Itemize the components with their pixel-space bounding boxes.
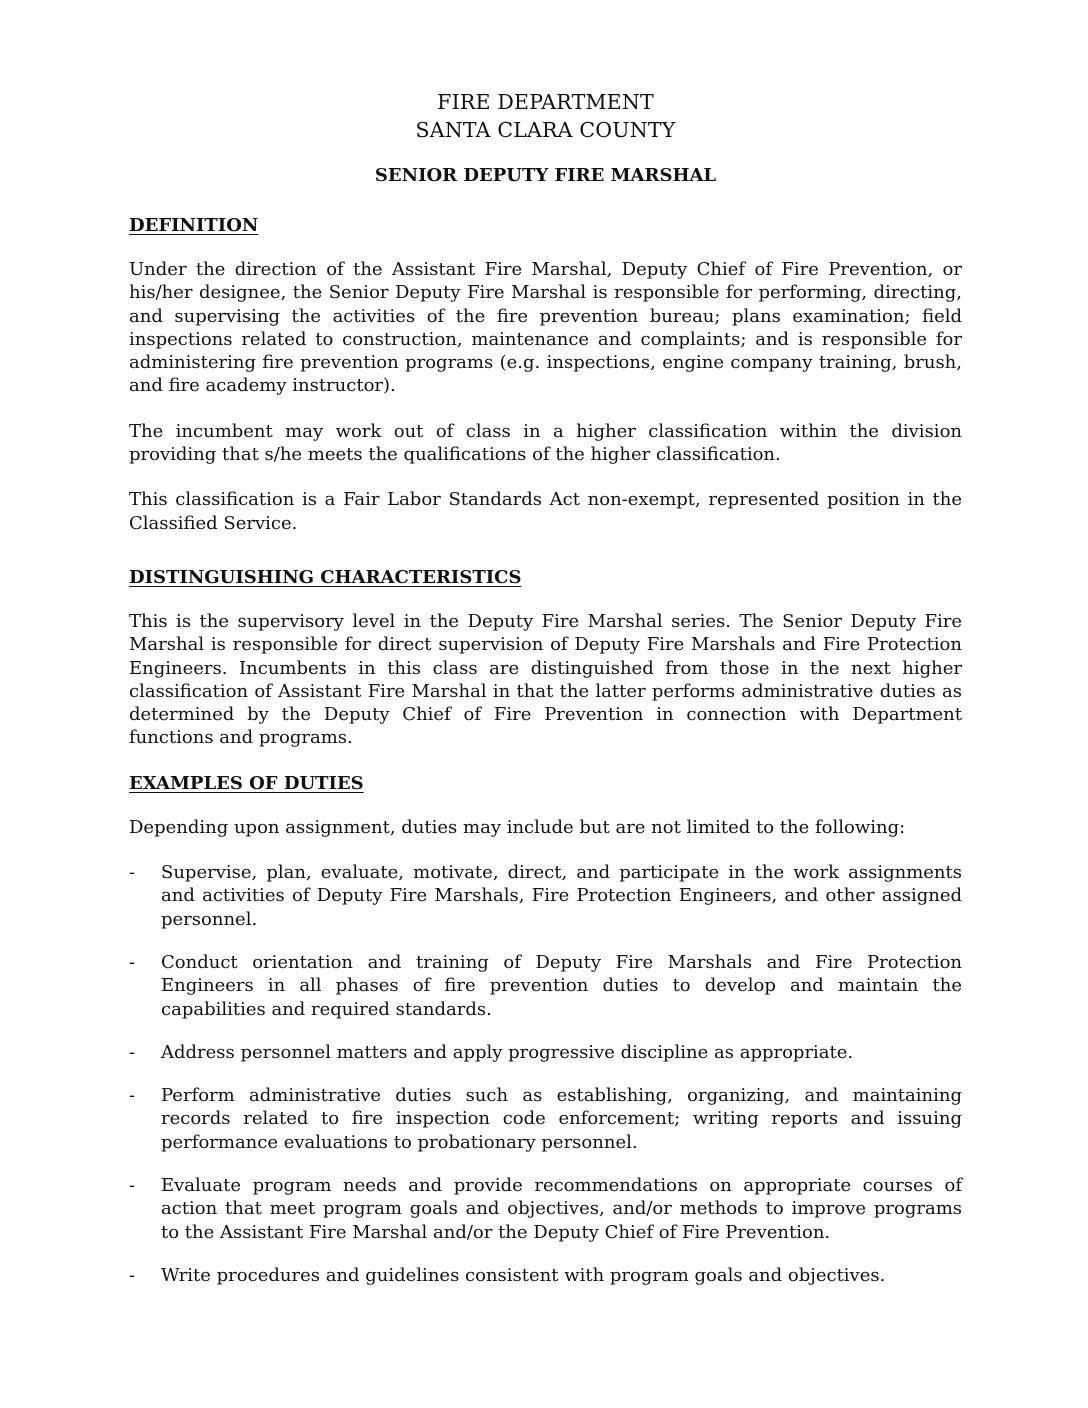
distinguishing-heading: DISTINGUISHING CHARACTERISTICS [129, 566, 522, 588]
distinguishing-paragraph: This is the supervisory level in the Deputy Fire Marshal series. The Senior Deputy Fire Marshal is responsible for direct supervision of Deputy Fire Marshals and Fire Protection Engineers. Incumbents in this class are distinguished from those in the next higher classification of Assistant Fire Marshal in that the latter performs administrative duties as determined by the Deputy Chief of Fire Prevention in connection with Department functions and programs. [129, 610, 962, 749]
list-dash: - [129, 862, 136, 884]
duties-intro: Depending upon assignment, duties may include but are not limited to the following: [129, 816, 906, 838]
duty-item [129, 1264, 962, 1287]
duty-item [129, 1174, 962, 1244]
duty-text: Conduct orientation and training of Deputy Fire Marshals and Fire Protection Engineers in all phases of fire prevention duties to develop and maintain the capabilities and required standards. [161, 951, 962, 1020]
job-title: SENIOR DEPUTY FIRE MARSHAL [374, 165, 717, 186]
duties-heading: EXAMPLES OF DUTIES [129, 772, 364, 794]
definition-paragraph-3: This classification is a Fair Labor Standards Act non-exempt, represented position in the Classified Service. [129, 489, 962, 534]
list-dash: - [129, 951, 136, 973]
list-dash: - [129, 1041, 136, 1063]
list-dash: - [129, 1085, 136, 1107]
duties-list [129, 861, 962, 1287]
duty-text: Write procedures and guidelines consistent with program goals and objectives. [161, 1264, 886, 1286]
duty-item [129, 1084, 962, 1154]
duty-text: Evaluate program needs and provide recommendations on appropriate courses of action that meet program goals and objectives, and/or methods to improve programs to the Assistant Fire Marshal and/or the Deputy Chief of Fire Prevention. [161, 1175, 962, 1243]
list-dash: - [129, 1264, 136, 1286]
definition-paragraph-2: The incumbent may work out of class in a higher classification within the division providing that s/he meets the qualifications of the higher classification. [129, 420, 962, 466]
definition-paragraph-1: Under the direction of the Assistant Fire Marshal, Deputy Chief of Fire Prevention, or his/her designee, the Senior Deputy Fire Marshal is responsible for performing, directing, and supervising the activities of the fire prevention bureau; plans examination; field inspections related to construction, maintenance and complaints; and is responsible for administering fire prevention programs (e.g. inspections, engine company training, brush, and fire academy instructor). [129, 259, 962, 397]
duty-item [129, 1041, 962, 1064]
department-name: FIRE DEPARTMENT [437, 90, 654, 114]
duty-text: Perform administrative duties such as establishing, organizing, and maintaining records related to fire inspection code enforcement; writing reports and issuing performance evaluations to probationary personnel. [161, 1085, 962, 1153]
duty-text: Supervise, plan, evaluate, motivate, direct, and participate in the work assignments and activities of Deputy Fire Marshals, Fire Protection Engineers, and other assigned personnel. [161, 862, 962, 930]
duty-text: Address personnel matters and apply progressive discipline as appropriate. [161, 1041, 854, 1063]
document-page [129, 88, 962, 1287]
list-dash: - [129, 1175, 136, 1197]
duty-item [129, 861, 962, 931]
definition-heading: DEFINITION [129, 215, 259, 236]
duty-item [129, 951, 962, 1021]
county-name: SANTA CLARA COUNTY [415, 118, 676, 142]
